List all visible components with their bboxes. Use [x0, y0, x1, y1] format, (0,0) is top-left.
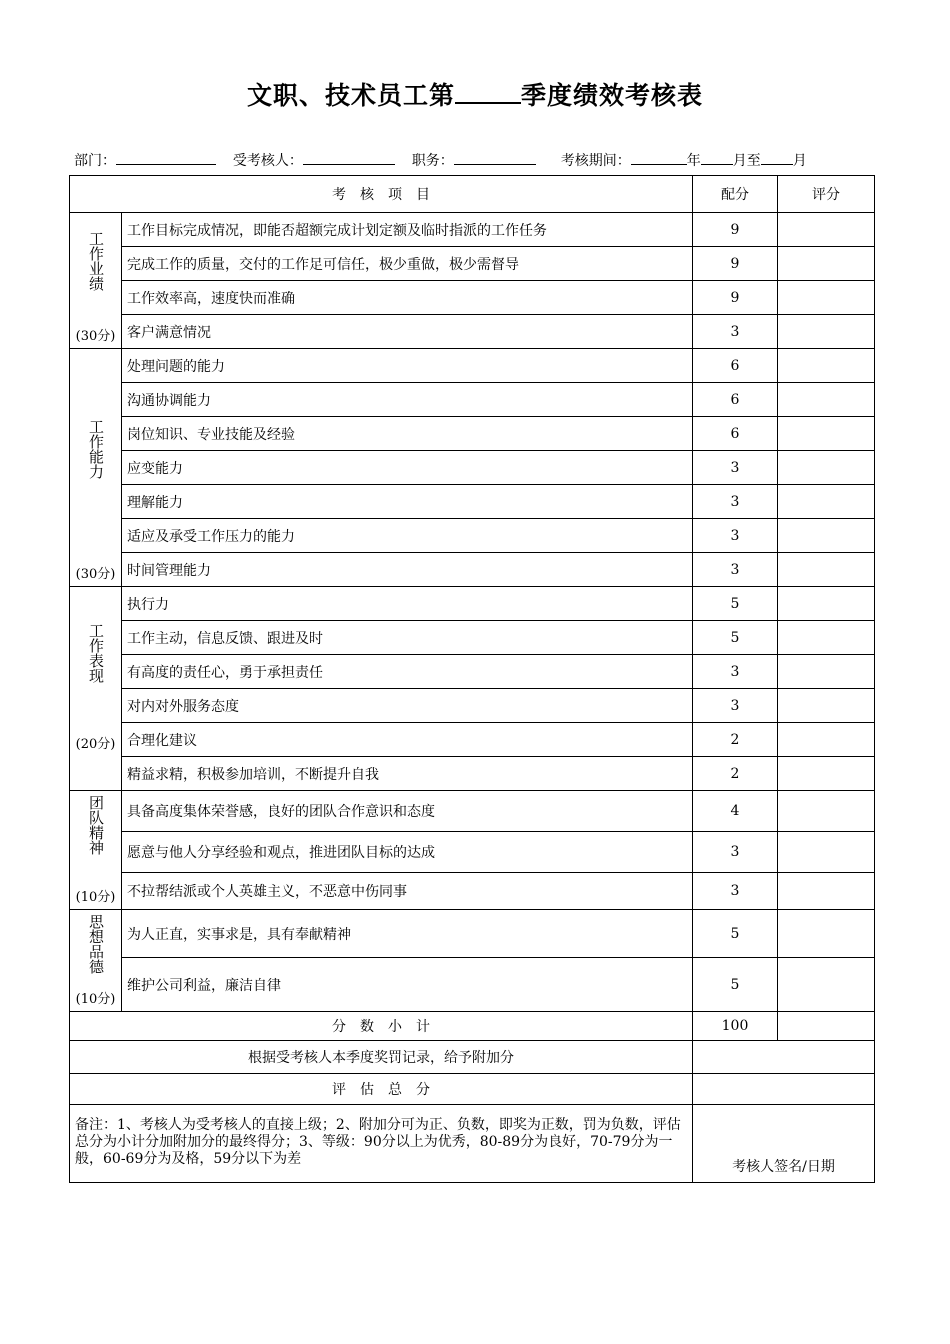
examinee-label: 受考核人：	[232, 153, 303, 169]
item-label: 不拉帮结派或个人英雄主义，不恶意中伤同事	[122, 873, 693, 910]
item-row	[70, 281, 875, 315]
item-score-cell[interactable]	[778, 315, 875, 349]
total-row	[70, 1074, 875, 1105]
evaluation-table	[69, 175, 875, 1183]
dept-label: 部门：	[74, 153, 116, 169]
item-label: 工作效率高，速度快而准确	[122, 281, 693, 315]
year-label: 年	[686, 153, 701, 169]
item-score-cell[interactable]	[778, 832, 875, 873]
item-allot: 9	[693, 247, 778, 281]
item-label: 完成工作的质量，交付的工作足可信任，极少重做，极少需督导	[122, 247, 693, 281]
item-row	[70, 349, 875, 383]
item-row	[70, 689, 875, 723]
subtotal-row	[70, 1012, 875, 1041]
item-allot: 3	[693, 315, 778, 349]
item-label: 应变能力	[122, 451, 693, 485]
item-allot: 6	[693, 383, 778, 417]
subtotal-label: 分 数 小 计	[70, 1012, 693, 1041]
category-points: (30分)	[75, 567, 116, 582]
item-row	[70, 757, 875, 791]
year-field[interactable]	[631, 150, 687, 165]
item-allot: 2	[693, 757, 778, 791]
item-label: 有高度的责任心，勇于承担责任	[122, 655, 693, 689]
month-label: 月	[792, 153, 807, 169]
item-row	[70, 873, 875, 910]
header-allot: 配分	[693, 176, 778, 213]
item-score-cell[interactable]	[778, 757, 875, 791]
item-allot: 3	[693, 689, 778, 723]
item-row	[70, 621, 875, 655]
category-points: (10分)	[75, 890, 116, 905]
quarter-blank[interactable]	[455, 80, 521, 104]
header-row	[70, 176, 875, 213]
item-row	[70, 723, 875, 757]
item-row	[70, 247, 875, 281]
item-score-cell[interactable]	[778, 553, 875, 587]
item-allot: 5	[693, 910, 778, 958]
item-score-cell[interactable]	[778, 451, 875, 485]
item-score-cell[interactable]	[778, 621, 875, 655]
item-row	[70, 485, 875, 519]
item-allot: 4	[693, 791, 778, 832]
subtotal-score-cell[interactable]	[778, 1012, 875, 1041]
item-allot: 6	[693, 417, 778, 451]
item-row	[70, 832, 875, 873]
item-label: 合理化建议	[122, 723, 693, 757]
item-score-cell[interactable]	[778, 655, 875, 689]
item-row	[70, 553, 875, 587]
item-score-cell[interactable]	[778, 281, 875, 315]
item-label: 适应及承受工作压力的能力	[122, 519, 693, 553]
item-score-cell[interactable]	[778, 417, 875, 451]
form-title	[0, 76, 950, 112]
item-row	[70, 791, 875, 832]
item-allot: 3	[693, 655, 778, 689]
item-score-cell[interactable]	[778, 247, 875, 281]
item-label: 客户满意情况	[122, 315, 693, 349]
item-row	[70, 451, 875, 485]
subtotal-value: 100	[693, 1012, 778, 1041]
header-score: 评分	[778, 176, 875, 213]
category-name: 工作业绩	[87, 231, 105, 291]
category-cell	[70, 910, 122, 1012]
item-allot: 3	[693, 832, 778, 873]
item-label: 时间管理能力	[122, 553, 693, 587]
category-points: (20分)	[75, 737, 116, 752]
item-label: 岗位知识、专业技能及经验	[122, 417, 693, 451]
item-label: 为人正直，实事求是，具有奉献精神	[122, 910, 693, 958]
item-label: 维护公司利益，廉洁自律	[122, 958, 693, 1012]
item-allot: 3	[693, 485, 778, 519]
remarks: 备注：1、考核人为受考核人的直接上级；2、附加分可为正、负数，即奖为正数，罚为负数，评估总分为小计分加附加分的最终得分；3、等级：90分以上为优秀，80-89分为良好，70-79分为一般，60-69分为及格，59分以下为差	[70, 1105, 693, 1183]
remarks-row	[70, 1105, 875, 1183]
item-row	[70, 958, 875, 1012]
signature-date[interactable]: 考核人签名/日期	[693, 1105, 875, 1183]
item-allot: 3	[693, 519, 778, 553]
category-points: (10分)	[75, 992, 116, 1007]
item-label: 工作目标完成情况，即能否超额完成计划定额及临时指派的工作任务	[122, 213, 693, 247]
bonus-cell[interactable]	[693, 1041, 875, 1074]
category-cell	[70, 791, 122, 910]
item-label: 理解能力	[122, 485, 693, 519]
item-row	[70, 655, 875, 689]
category-name: 思想品德	[87, 914, 105, 974]
item-row	[70, 417, 875, 451]
item-allot: 5	[693, 621, 778, 655]
item-row	[70, 383, 875, 417]
item-allot: 2	[693, 723, 778, 757]
item-score-cell[interactable]	[778, 689, 875, 723]
item-score-cell[interactable]	[778, 587, 875, 621]
item-score-cell[interactable]	[778, 485, 875, 519]
examinee-field[interactable]	[303, 150, 395, 165]
item-allot: 5	[693, 958, 778, 1012]
category-name: 工作能力	[87, 419, 105, 479]
item-allot: 3	[693, 451, 778, 485]
item-allot: 5	[693, 587, 778, 621]
month-from-field[interactable]	[701, 150, 733, 165]
period-label: 考核期间：	[560, 153, 631, 169]
info-line	[74, 150, 874, 170]
bonus-row	[70, 1041, 875, 1074]
category-name: 团队精神	[87, 795, 105, 855]
category-cell	[70, 213, 122, 349]
item-label: 工作主动，信息反馈、跟进及时	[122, 621, 693, 655]
item-allot: 3	[693, 553, 778, 587]
total-label: 评 估 总 分	[70, 1074, 693, 1105]
item-allot: 6	[693, 349, 778, 383]
item-label: 沟通协调能力	[122, 383, 693, 417]
position-label: 职务：	[411, 153, 454, 169]
item-allot: 3	[693, 873, 778, 910]
category-cell	[70, 587, 122, 791]
position-field[interactable]	[454, 150, 536, 165]
item-score-cell[interactable]	[778, 910, 875, 958]
header-item: 考 核 项 目	[70, 176, 693, 213]
item-label: 处理问题的能力	[122, 349, 693, 383]
item-allot: 9	[693, 281, 778, 315]
category-points: (30分)	[75, 329, 116, 344]
item-row	[70, 213, 875, 247]
category-cell	[70, 349, 122, 587]
total-cell[interactable]	[693, 1074, 875, 1105]
dept-field[interactable]	[116, 150, 216, 165]
item-score-cell[interactable]	[778, 519, 875, 553]
item-score-cell[interactable]	[778, 349, 875, 383]
item-label: 对内对外服务态度	[122, 689, 693, 723]
item-score-cell[interactable]	[778, 958, 875, 1012]
bonus-label: 根据受考核人本季度奖罚记录，给予附加分	[70, 1041, 693, 1074]
item-row	[70, 315, 875, 349]
title-suffix: 季度绩效考核表	[521, 81, 704, 110]
title-prefix: 文职、技术员工第	[246, 81, 455, 110]
month-to-label: 月至	[732, 153, 761, 169]
item-label: 执行力	[122, 587, 693, 621]
item-row	[70, 910, 875, 958]
item-score-cell[interactable]	[778, 873, 875, 910]
item-score-cell[interactable]	[778, 213, 875, 247]
item-score-cell[interactable]	[778, 723, 875, 757]
item-label: 精益求精，积极参加培训，不断提升自我	[122, 757, 693, 791]
item-row	[70, 587, 875, 621]
item-score-cell[interactable]	[778, 791, 875, 832]
item-row	[70, 519, 875, 553]
item-score-cell[interactable]	[778, 383, 875, 417]
item-label: 愿意与他人分享经验和观点，推进团队目标的达成	[122, 832, 693, 873]
month-to-field[interactable]	[761, 150, 793, 165]
category-name: 工作表现	[87, 623, 105, 683]
item-allot: 9	[693, 213, 778, 247]
item-label: 具备高度集体荣誉感，良好的团队合作意识和态度	[122, 791, 693, 832]
